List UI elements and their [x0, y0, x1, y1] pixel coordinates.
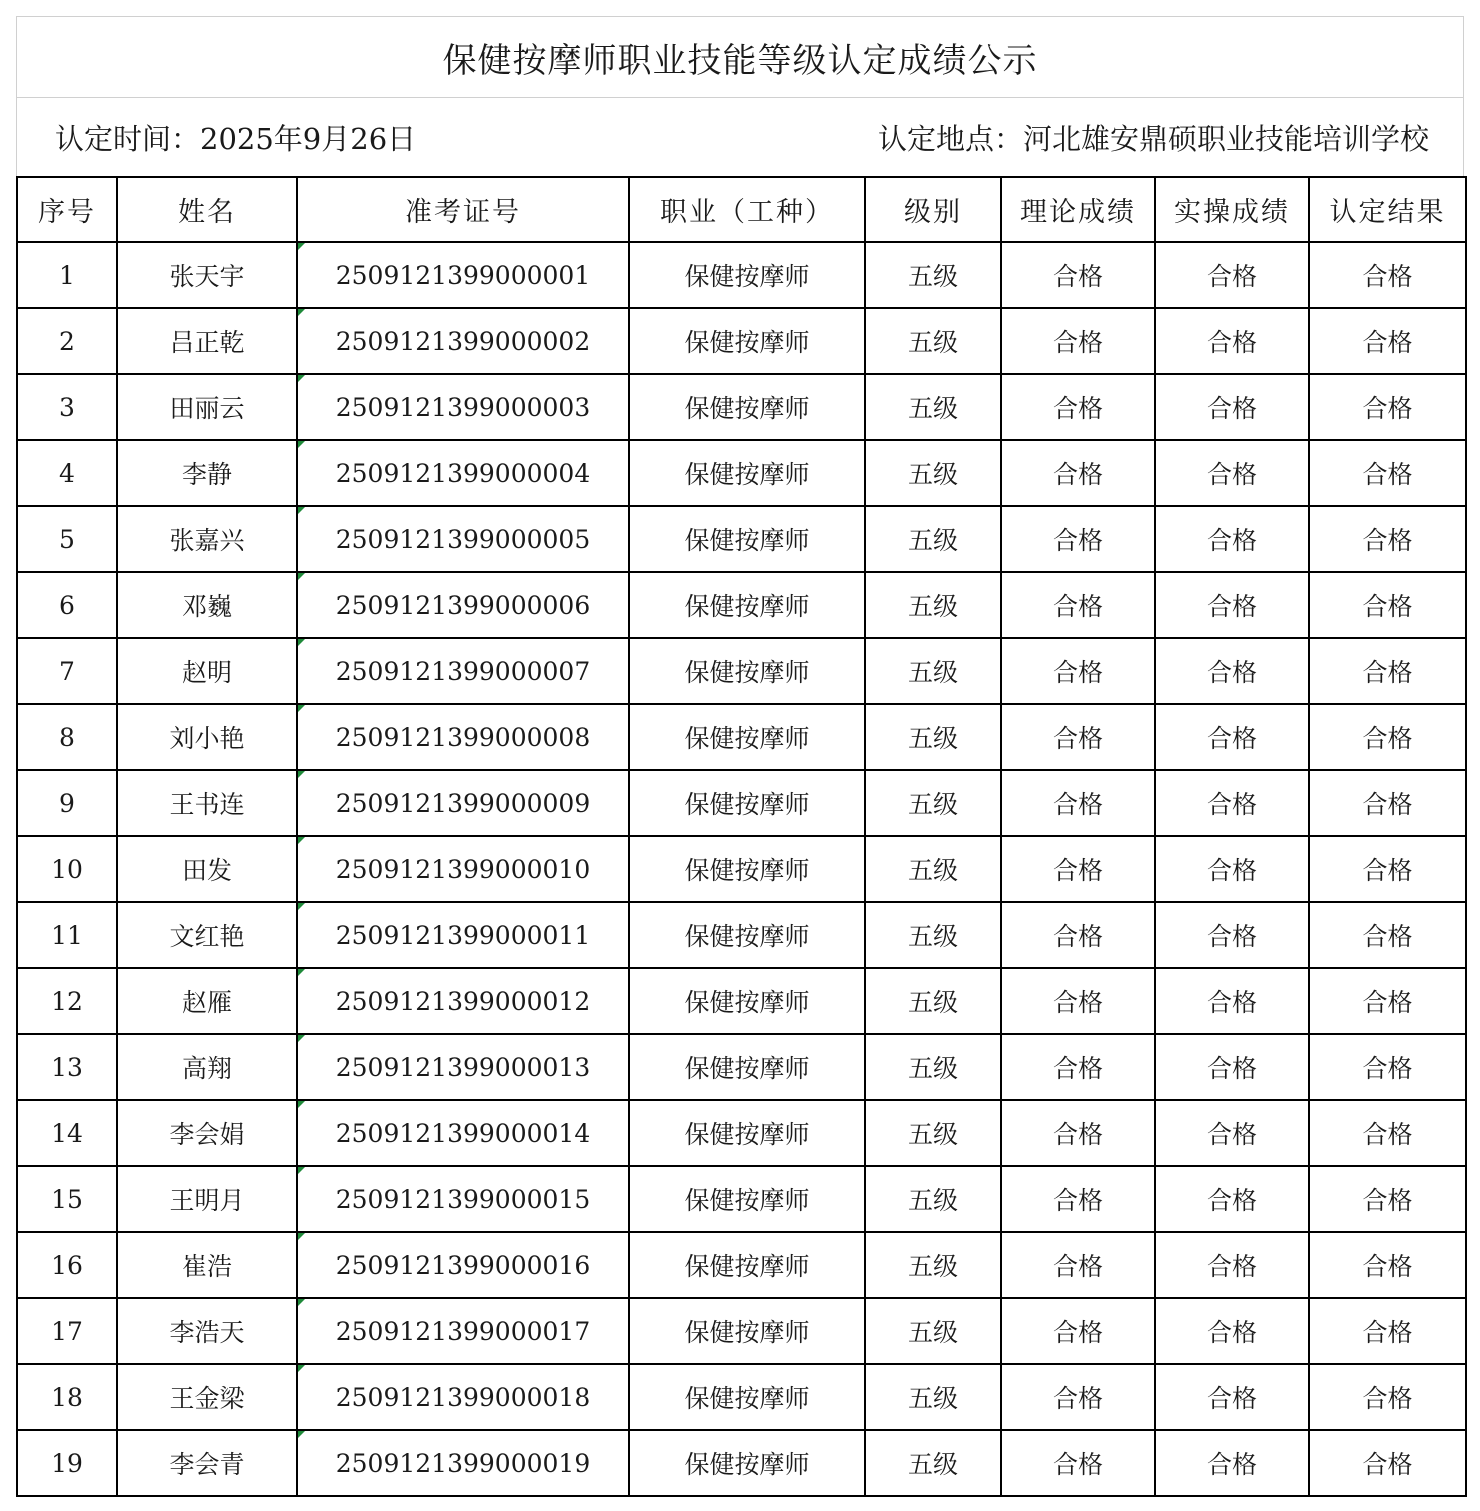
table-row: [17, 704, 1466, 770]
cell-practical-score[interactable]: 合格: [1155, 374, 1309, 440]
cell-index[interactable]: 18: [17, 1364, 117, 1430]
cell-theory-score[interactable]: 合格: [1001, 1166, 1155, 1232]
cell-practical-score[interactable]: 合格: [1155, 242, 1309, 308]
cell-name[interactable]: 高翔: [117, 1034, 297, 1100]
page-title: 保健按摩师职业技能等级认定成绩公示: [16, 16, 1464, 98]
cell-result[interactable]: 合格: [1309, 1232, 1466, 1298]
cell-name[interactable]: 李静: [117, 440, 297, 506]
table-row: [17, 308, 1466, 374]
table-row: [17, 1298, 1466, 1364]
table-row: [17, 572, 1466, 638]
cell-result[interactable]: 合格: [1309, 1034, 1466, 1100]
spreadsheet: [16, 16, 1464, 1497]
cell-name[interactable]: 田发: [117, 836, 297, 902]
cell-exam-id[interactable]: 2509121399000014: [297, 1100, 629, 1166]
cell-name[interactable]: 张天宇: [117, 242, 297, 308]
cell-exam-id[interactable]: 2509121399000015: [297, 1166, 629, 1232]
cell-result[interactable]: 合格: [1309, 1298, 1466, 1364]
cell-practical-score[interactable]: 合格: [1155, 1100, 1309, 1166]
cell-theory-score[interactable]: 合格: [1001, 1034, 1155, 1100]
cell-practical-score[interactable]: 合格: [1155, 902, 1309, 968]
cell-level[interactable]: 五级: [865, 1298, 1001, 1364]
cell-name[interactable]: 李浩天: [117, 1298, 297, 1364]
cell-name[interactable]: 文红艳: [117, 902, 297, 968]
cell-practical-score[interactable]: 合格: [1155, 968, 1309, 1034]
cell-theory-score[interactable]: 合格: [1001, 836, 1155, 902]
cell-occupation[interactable]: 保健按摩师: [629, 1298, 865, 1364]
cell-index[interactable]: 6: [17, 572, 117, 638]
cell-theory-score[interactable]: 合格: [1001, 440, 1155, 506]
cell-exam-id[interactable]: 2509121399000007: [297, 638, 629, 704]
cell-occupation[interactable]: 保健按摩师: [629, 1232, 865, 1298]
cell-name[interactable]: 赵明: [117, 638, 297, 704]
table-row: [17, 374, 1466, 440]
cell-name[interactable]: 王明月: [117, 1166, 297, 1232]
cell-exam-id[interactable]: 2509121399000017: [297, 1298, 629, 1364]
cell-level[interactable]: 五级: [865, 902, 1001, 968]
cell-exam-id[interactable]: 2509121399000018: [297, 1364, 629, 1430]
cell-result[interactable]: 合格: [1309, 1166, 1466, 1232]
cell-occupation[interactable]: 保健按摩师: [629, 1034, 865, 1100]
cell-theory-score[interactable]: 合格: [1001, 572, 1155, 638]
cell-result[interactable]: 合格: [1309, 242, 1466, 308]
cell-exam-id[interactable]: 2509121399000003: [297, 374, 629, 440]
header-index: 序号: [17, 177, 117, 242]
cell-level[interactable]: 五级: [865, 242, 1001, 308]
cell-level[interactable]: 五级: [865, 572, 1001, 638]
cell-theory-score[interactable]: 合格: [1001, 1430, 1155, 1496]
cell-theory-score[interactable]: 合格: [1001, 704, 1155, 770]
cell-level[interactable]: 五级: [865, 440, 1001, 506]
cell-name[interactable]: 张嘉兴: [117, 506, 297, 572]
cell-practical-score[interactable]: 合格: [1155, 308, 1309, 374]
cell-index[interactable]: 9: [17, 770, 117, 836]
cell-level[interactable]: 五级: [865, 1430, 1001, 1496]
cell-practical-score[interactable]: 合格: [1155, 638, 1309, 704]
cell-practical-score[interactable]: 合格: [1155, 836, 1309, 902]
cell-result[interactable]: 合格: [1309, 308, 1466, 374]
cell-level[interactable]: 五级: [865, 638, 1001, 704]
cell-index[interactable]: 15: [17, 1166, 117, 1232]
cell-theory-score[interactable]: 合格: [1001, 242, 1155, 308]
cell-practical-score[interactable]: 合格: [1155, 770, 1309, 836]
table-row: [17, 1034, 1466, 1100]
cell-name[interactable]: 田丽云: [117, 374, 297, 440]
cell-index[interactable]: 11: [17, 902, 117, 968]
cell-practical-score[interactable]: 合格: [1155, 1430, 1309, 1496]
cell-level[interactable]: 五级: [865, 1364, 1001, 1430]
cell-practical-score[interactable]: 合格: [1155, 506, 1309, 572]
cell-occupation[interactable]: 保健按摩师: [629, 902, 865, 968]
cell-practical-score[interactable]: 合格: [1155, 1364, 1309, 1430]
header-name: 姓名: [117, 177, 297, 242]
cell-level[interactable]: 五级: [865, 308, 1001, 374]
table-row: [17, 1166, 1466, 1232]
cell-occupation[interactable]: 保健按摩师: [629, 1166, 865, 1232]
table-row: [17, 506, 1466, 572]
table-row: [17, 770, 1466, 836]
table-row: [17, 968, 1466, 1034]
cell-practical-score[interactable]: 合格: [1155, 704, 1309, 770]
cell-exam-id[interactable]: 2509121399000010: [297, 836, 629, 902]
cell-occupation[interactable]: 保健按摩师: [629, 704, 865, 770]
cell-exam-id[interactable]: 2509121399000008: [297, 704, 629, 770]
cell-result[interactable]: 合格: [1309, 1100, 1466, 1166]
cell-exam-id[interactable]: 2509121399000016: [297, 1232, 629, 1298]
cell-occupation[interactable]: 保健按摩师: [629, 638, 865, 704]
cell-theory-score[interactable]: 合格: [1001, 638, 1155, 704]
cell-name[interactable]: 王书连: [117, 770, 297, 836]
cell-occupation[interactable]: 保健按摩师: [629, 308, 865, 374]
cell-occupation[interactable]: 保健按摩师: [629, 770, 865, 836]
cell-result[interactable]: 合格: [1309, 770, 1466, 836]
cell-occupation[interactable]: 保健按摩师: [629, 968, 865, 1034]
cell-name[interactable]: 邓巍: [117, 572, 297, 638]
cell-level[interactable]: 五级: [865, 1232, 1001, 1298]
cell-exam-id[interactable]: 2509121399000004: [297, 440, 629, 506]
cell-practical-score[interactable]: 合格: [1155, 1232, 1309, 1298]
cell-index[interactable]: 5: [17, 506, 117, 572]
table-row: [17, 1430, 1466, 1496]
cell-name[interactable]: 赵雁: [117, 968, 297, 1034]
cell-theory-score[interactable]: 合格: [1001, 968, 1155, 1034]
cell-index[interactable]: 8: [17, 704, 117, 770]
header-practical-score: 实操成绩: [1155, 177, 1309, 242]
cell-theory-score[interactable]: 合格: [1001, 308, 1155, 374]
certification-place: 认定地点：河北雄安鼎硕职业技能培训学校: [877, 121, 1429, 156]
cell-result[interactable]: 合格: [1309, 902, 1466, 968]
cell-exam-id[interactable]: 2509121399000009: [297, 770, 629, 836]
cell-exam-id[interactable]: 2509121399000019: [297, 1430, 629, 1496]
cell-name[interactable]: 李会青: [117, 1430, 297, 1496]
cell-occupation[interactable]: 保健按摩师: [629, 1364, 865, 1430]
cell-level[interactable]: 五级: [865, 836, 1001, 902]
cell-result[interactable]: 合格: [1309, 638, 1466, 704]
cell-level[interactable]: 五级: [865, 1100, 1001, 1166]
cell-index[interactable]: 3: [17, 374, 117, 440]
cell-name[interactable]: 刘小艳: [117, 704, 297, 770]
cell-practical-score[interactable]: 合格: [1155, 1166, 1309, 1232]
meta-row: [16, 98, 1464, 176]
cell-index[interactable]: 1: [17, 242, 117, 308]
cell-theory-score[interactable]: 合格: [1001, 770, 1155, 836]
table-row: [17, 1232, 1466, 1298]
cell-theory-score[interactable]: 合格: [1001, 1364, 1155, 1430]
cell-level[interactable]: 五级: [865, 968, 1001, 1034]
cell-index[interactable]: 12: [17, 968, 117, 1034]
cell-exam-id[interactable]: 2509121399000013: [297, 1034, 629, 1100]
cell-index[interactable]: 10: [17, 836, 117, 902]
certification-time: 认定时间：2025年9月26日: [55, 121, 417, 156]
cell-index[interactable]: 14: [17, 1100, 117, 1166]
table-row: [17, 836, 1466, 902]
cell-result[interactable]: 合格: [1309, 704, 1466, 770]
cell-name[interactable]: 崔浩: [117, 1232, 297, 1298]
table-row: [17, 638, 1466, 704]
cell-occupation[interactable]: 保健按摩师: [629, 440, 865, 506]
header-theory-score: 理论成绩: [1001, 177, 1155, 242]
cell-exam-id[interactable]: 2509121399000002: [297, 308, 629, 374]
header-exam-id: 准考证号: [297, 177, 629, 242]
cell-level[interactable]: 五级: [865, 704, 1001, 770]
cell-result[interactable]: 合格: [1309, 572, 1466, 638]
cell-name[interactable]: 李会娟: [117, 1100, 297, 1166]
cell-result[interactable]: 合格: [1309, 506, 1466, 572]
cell-level[interactable]: 五级: [865, 1166, 1001, 1232]
table-header-row: [17, 177, 1466, 242]
cell-index[interactable]: 13: [17, 1034, 117, 1100]
cell-level[interactable]: 五级: [865, 374, 1001, 440]
cell-index[interactable]: 2: [17, 308, 117, 374]
cell-exam-id[interactable]: 2509121399000012: [297, 968, 629, 1034]
cell-exam-id[interactable]: 2509121399000005: [297, 506, 629, 572]
cell-name[interactable]: 王金梁: [117, 1364, 297, 1430]
cell-occupation[interactable]: 保健按摩师: [629, 1100, 865, 1166]
table-row: [17, 242, 1466, 308]
cell-occupation[interactable]: 保健按摩师: [629, 572, 865, 638]
cell-theory-score[interactable]: 合格: [1001, 506, 1155, 572]
cell-name[interactable]: 吕正乾: [117, 308, 297, 374]
cell-level[interactable]: 五级: [865, 1034, 1001, 1100]
cell-index[interactable]: 19: [17, 1430, 117, 1496]
cell-theory-score[interactable]: 合格: [1001, 902, 1155, 968]
table-row: [17, 1364, 1466, 1430]
cell-result[interactable]: 合格: [1309, 1430, 1466, 1496]
cell-result[interactable]: 合格: [1309, 836, 1466, 902]
cell-theory-score[interactable]: 合格: [1001, 1298, 1155, 1364]
cell-index[interactable]: 4: [17, 440, 117, 506]
cell-exam-id[interactable]: 2509121399000001: [297, 242, 629, 308]
header-level: 级别: [865, 177, 1001, 242]
cell-occupation[interactable]: 保健按摩师: [629, 1430, 865, 1496]
cell-level[interactable]: 五级: [865, 770, 1001, 836]
results-table: [16, 176, 1467, 1497]
cell-result[interactable]: 合格: [1309, 440, 1466, 506]
cell-result[interactable]: 合格: [1309, 968, 1466, 1034]
cell-theory-score[interactable]: 合格: [1001, 1100, 1155, 1166]
header-occupation: 职业（工种）: [629, 177, 865, 242]
cell-theory-score[interactable]: 合格: [1001, 374, 1155, 440]
cell-result[interactable]: 合格: [1309, 374, 1466, 440]
cell-index[interactable]: 17: [17, 1298, 117, 1364]
cell-result[interactable]: 合格: [1309, 1364, 1466, 1430]
cell-occupation[interactable]: 保健按摩师: [629, 836, 865, 902]
cell-exam-id[interactable]: 2509121399000011: [297, 902, 629, 968]
cell-practical-score[interactable]: 合格: [1155, 1034, 1309, 1100]
table-row: [17, 1100, 1466, 1166]
table-row: [17, 440, 1466, 506]
cell-occupation[interactable]: 保健按摩师: [629, 242, 865, 308]
table-row: [17, 902, 1466, 968]
cell-practical-score[interactable]: 合格: [1155, 440, 1309, 506]
cell-occupation[interactable]: 保健按摩师: [629, 374, 865, 440]
cell-index[interactable]: 7: [17, 638, 117, 704]
cell-index[interactable]: 16: [17, 1232, 117, 1298]
cell-theory-score[interactable]: 合格: [1001, 1232, 1155, 1298]
cell-level[interactable]: 五级: [865, 506, 1001, 572]
cell-exam-id[interactable]: 2509121399000006: [297, 572, 629, 638]
header-result: 认定结果: [1309, 177, 1466, 242]
cell-practical-score[interactable]: 合格: [1155, 572, 1309, 638]
cell-occupation[interactable]: 保健按摩师: [629, 506, 865, 572]
cell-practical-score[interactable]: 合格: [1155, 1298, 1309, 1364]
